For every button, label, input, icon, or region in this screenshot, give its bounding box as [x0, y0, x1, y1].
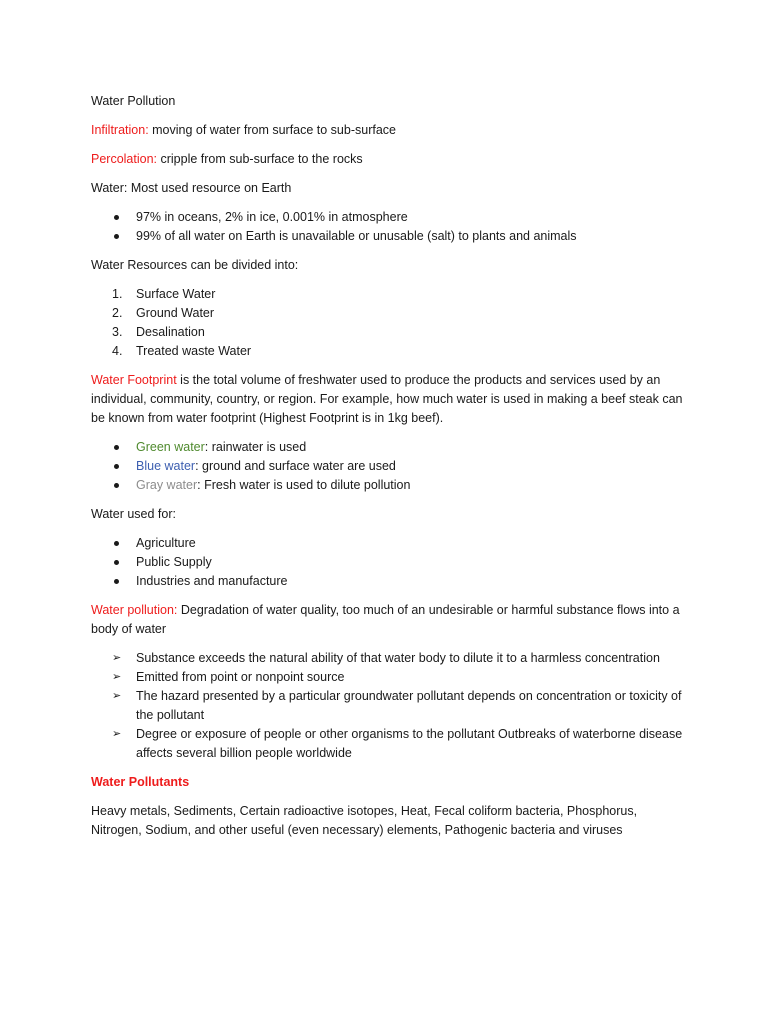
list-item-text: Agriculture: [136, 536, 196, 550]
list-item-text: 97% in oceans, 2% in ice, 0.001% in atmosphere: [136, 210, 408, 224]
document-title: Water Pollution: [91, 94, 176, 108]
list-item-text: Emitted from point or nonpoint source: [136, 670, 345, 684]
bullet-icon: [114, 464, 119, 469]
resources-list: [91, 285, 688, 361]
percolation-definition: [91, 150, 688, 169]
bullet-icon: [114, 560, 119, 565]
green-water-text: : rainwater is used: [204, 440, 307, 454]
water-intro: Water: Most used resource on Earth: [91, 181, 292, 195]
infiltration-definition: [91, 121, 688, 140]
arrow-bullet-icon: ➢: [112, 652, 122, 664]
resources-intro: Water Resources can be divided into:: [91, 258, 299, 272]
pollutants-text: Heavy metals, Sediments, Certain radioactive isotopes, Heat, Fecal coliform bacteria, Phosphorus, Nitrogen, Sodium, and other useful (even necessary) elements, Pathogenic bacteria and viruses: [91, 804, 638, 837]
arrow-bullet-icon: ➢: [112, 671, 122, 683]
green-water-term: Green water: [136, 440, 205, 454]
list-item: [91, 668, 688, 687]
list-item: [91, 342, 688, 361]
list-item-text: The hazard presented by a particular groundwater pollutant depends on concentration or toxicity of the pollutant: [136, 689, 682, 722]
pollution-term: Water pollution:: [91, 603, 178, 617]
gray-water-text: : Fresh water is used to dilute pollution: [197, 478, 411, 492]
list-item: [91, 572, 688, 591]
list-item: [91, 227, 688, 246]
list-item-text: 99% of all water on Earth is unavailable or unusable (salt) to plants and animals: [136, 229, 577, 243]
list-item-text: Public Supply: [136, 555, 212, 569]
list-item: [91, 438, 688, 457]
list-number: 2.: [112, 306, 123, 320]
water-facts-list: [91, 208, 688, 246]
list-number: 3.: [112, 325, 123, 339]
list-item: [91, 323, 688, 342]
list-item: [91, 285, 688, 304]
list-item: [91, 476, 688, 495]
list-item-text: Ground Water: [136, 306, 215, 320]
list-item-text: Surface Water: [136, 287, 216, 301]
footprint-types-list: [91, 438, 688, 495]
list-item: [91, 725, 688, 763]
pollutants-heading: Water Pollutants: [91, 775, 190, 789]
bullet-icon: [114, 234, 119, 239]
list-item-text: Desalination: [136, 325, 205, 339]
list-item-text: Treated waste Water: [136, 344, 252, 358]
arrow-bullet-icon: ➢: [112, 690, 122, 702]
bullet-icon: [114, 541, 119, 546]
infiltration-text: moving of water from surface to sub-surface: [148, 123, 396, 137]
list-item: [91, 649, 688, 668]
list-item-text: Substance exceeds the natural ability of that water body to dilute it to a harmless concentration: [136, 651, 660, 665]
bullet-icon: [114, 215, 119, 220]
used-for-list: [91, 534, 688, 591]
list-item: [91, 534, 688, 553]
list-item: [91, 457, 688, 476]
blue-water-text: : ground and surface water are used: [195, 459, 396, 473]
arrow-bullet-icon: ➢: [112, 728, 122, 740]
gray-water-term: Gray water: [136, 478, 198, 492]
list-item-text: Industries and manufacture: [136, 574, 288, 588]
percolation-text: cripple from sub-surface to the rocks: [157, 152, 363, 166]
blue-water-term: Blue water: [136, 459, 196, 473]
list-number: 1.: [112, 287, 123, 301]
footprint-text: is the total volume of freshwater used to produce the products and services used by an individual, community, country, or region. For example, how much water is used in making a beef steak can be known from water footprint (Highest Footprint is in 1kg beef).: [91, 373, 683, 425]
bullet-icon: [114, 483, 119, 488]
bullet-icon: [114, 445, 119, 450]
footprint-definition: [91, 371, 688, 428]
list-number: 4.: [112, 344, 123, 358]
list-item-text: Degree or exposure of people or other organisms to the pollutant Outbreaks of waterborne disease affects several billion people worldwide: [136, 727, 683, 760]
list-item: [91, 553, 688, 572]
list-item: [91, 687, 688, 725]
list-item: [91, 304, 688, 323]
percolation-term: Percolation:: [91, 152, 158, 166]
list-item: [91, 208, 688, 227]
pollution-points-list: [91, 649, 688, 763]
used-for-intro: Water used for:: [91, 507, 176, 521]
footprint-term: Water Footprint: [91, 373, 177, 387]
infiltration-term: Infiltration:: [91, 123, 149, 137]
pollution-definition: [91, 601, 688, 639]
bullet-icon: [114, 579, 119, 584]
pollution-text: Degradation of water quality, too much of an undesirable or harmful substance flows into a body of water: [91, 603, 680, 636]
